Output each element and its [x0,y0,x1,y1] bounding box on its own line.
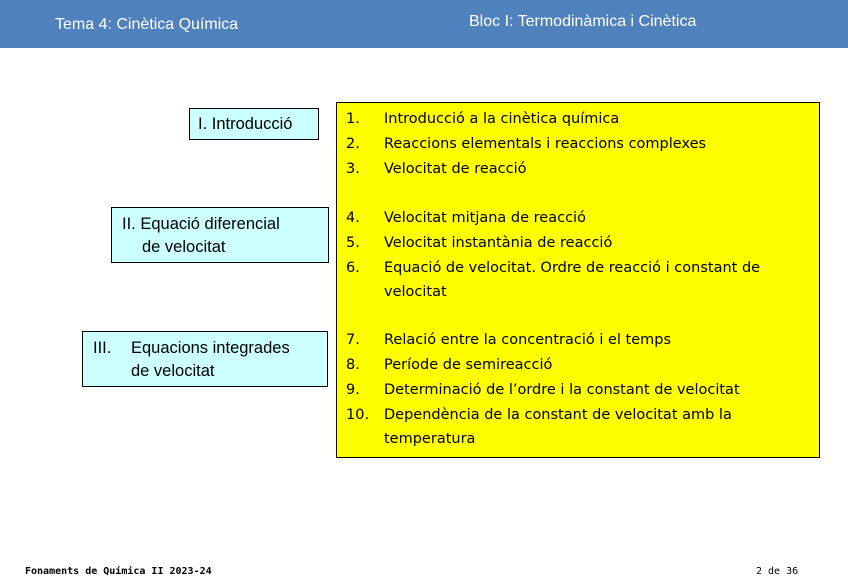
course-footer: Fonaments de Química II 2023-24 [25,566,212,577]
topic-title: Tema 4: Cinètica Química [55,16,239,33]
section-integrated-equations [82,331,328,387]
item-text: Determinació de l’ordre i la constant de velocitat [384,382,740,398]
item-number: 9. [346,382,360,398]
block-title: Bloc I: Termodinàmica i Cinètica [469,13,697,30]
item-text: Velocitat instantània de reacció [384,235,613,251]
item-number: 1. [346,111,360,127]
item-text: Equació de velocitat. Ordre de reacció i constant de velocitat [384,260,761,300]
topic-list [336,102,820,458]
item-text: Relació entre la concentració i el temps [384,332,672,348]
section-label-continued: de velocitat [131,362,215,380]
item-number: 10. [346,407,370,423]
item-number: 8. [346,357,360,373]
section-introduction [189,108,319,140]
item-number: 3. [346,161,360,177]
item-text: Període de semireacció [384,357,553,373]
item-text: Introducció a la cinètica química [384,111,620,127]
item-text: Velocitat mitjana de reacció [384,210,586,226]
section-label-continued: de velocitat [142,238,226,256]
item-number: 4. [346,210,360,226]
section-label: I. Introducció [198,115,293,133]
item-number: 5. [346,235,360,251]
header-bar [0,0,848,48]
page-counter: 2 de 36 [756,566,799,577]
item-number: 2. [346,136,360,152]
section-label: Equacions integrades [131,339,290,357]
item-text: Dependència de la constant de velocitat amb la temperatura [384,407,732,447]
item-number: 7. [346,332,360,348]
item-text: Velocitat de reacció [384,161,527,177]
section-differential-equation [111,207,329,263]
section-label: II. Equació diferencial [122,215,280,233]
item-text: Reaccions elementals i reaccions complexes [384,136,707,152]
item-number: 6. [346,260,360,276]
section-number: III. [93,339,112,357]
